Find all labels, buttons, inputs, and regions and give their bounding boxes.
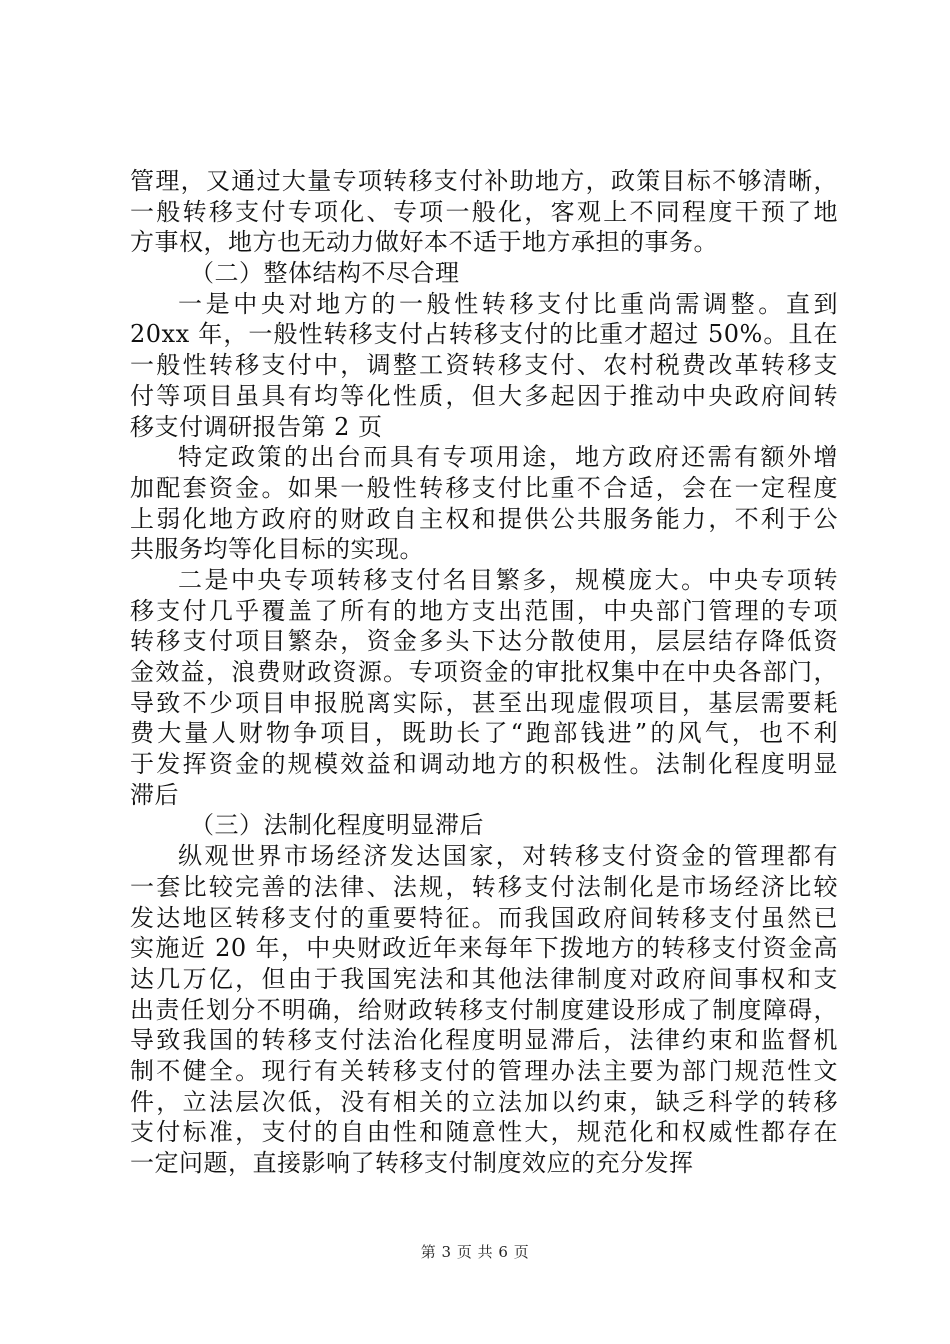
text-line: 管理，又通过大量专项转移支付补助地方，政策目标不够清晰，: [130, 167, 838, 195]
text-line: 特定政策的出台而具有专项用途，地方政府还需有额外增: [178, 443, 838, 472]
text-line: 二是中央专项转移支付名目繁多，规模庞大。中央专项转: [178, 565, 838, 594]
document-body: [130, 166, 838, 1179]
text-line: 发达地区转移支付的重要特征。而我国政府间转移支付虽然已: [130, 903, 838, 932]
text-line: 一般转移支付专项化、专项一般化，客观上不同程度干预了地: [130, 197, 838, 226]
page-number-footer: 第 3 页 共 6 页: [420, 1243, 530, 1261]
text-line: 一套比较完善的法律、法规，转移支付法制化是市场经济比较: [130, 872, 838, 901]
text-line: 付等项目虽具有均等化性质，但大多起因于推动中央政府间转: [130, 381, 838, 410]
text-line: 金效益，浪费财政资源。专项资金的审批权集中在中央各部门，: [130, 658, 838, 686]
text-line: 件，立法层次低，没有相关的立法加以约束，缺乏科学的转移: [130, 1087, 838, 1116]
text-line: 滞后: [130, 780, 179, 809]
text-line: 导致我国的转移支付法治化程度明显滞后，法律约束和监督机: [130, 1026, 838, 1055]
text-line: 支付标准，支付的自由性和随意性大，规范化和权威性都存在: [130, 1118, 838, 1147]
text-line: 导致不少项目申报脱离实际，甚至出现虚假项目，基层需要耗: [130, 688, 838, 717]
text-line: 制不健全。现行有关转移支付的管理办法主要为部门规范性文: [130, 1056, 838, 1085]
text-line: 费大量人财物争项目，既助长了“跑部钱进”的风气，也不利: [130, 719, 838, 748]
text-line: 实施近 20 年，中央财政近年来每年下拨地方的转移支付资金高: [130, 934, 838, 963]
text-line: 一是中央对地方的一般性转移支付比重尚需调整。直到: [178, 289, 838, 318]
text-line: 转移支付项目繁杂，资金多头下达分散使用，层层结存降低资: [130, 627, 838, 656]
text-line: 达几万亿，但由于我国宪法和其他法律制度对政府间事权和支: [130, 964, 838, 993]
section-heading: （三）法制化程度明显滞后: [190, 811, 484, 840]
text-line: 20xx 年，一般性转移支付占转移支付的比重才超过 50%。且在: [130, 320, 838, 349]
text-line: 一般性转移支付中，调整工资转移支付、农村税费改革转移支: [130, 351, 838, 380]
text-line: 一定问题，直接影响了转移支付制度效应的充分发挥: [130, 1149, 694, 1177]
text-line: 共服务均等化目标的实现。: [130, 535, 424, 564]
text-line: 加配套资金。如果一般性转移支付比重不合适，会在一定程度: [130, 473, 838, 502]
text-line: 纵观世界市场经济发达国家，对转移支付资金的管理都有: [178, 842, 838, 871]
text-line: 移支付调研报告第 2 页: [130, 412, 383, 441]
text-line: 出责任划分不明确，给财政转移支付制度建设形成了制度障碍，: [130, 995, 838, 1024]
text-line: 移支付几乎覆盖了所有的地方支出范围，中央部门管理的专项: [130, 596, 838, 625]
text-line: 上弱化地方政府的财政自主权和提供公共服务能力，不利于公: [130, 504, 838, 533]
text-line: 于发挥资金的规模效益和调动地方的积极性。法制化程度明显: [130, 750, 838, 779]
section-heading: （二）整体结构不尽合理: [190, 259, 460, 288]
text-line: 方事权，地方也无动力做好本不适于地方承担的事务。: [130, 228, 718, 257]
